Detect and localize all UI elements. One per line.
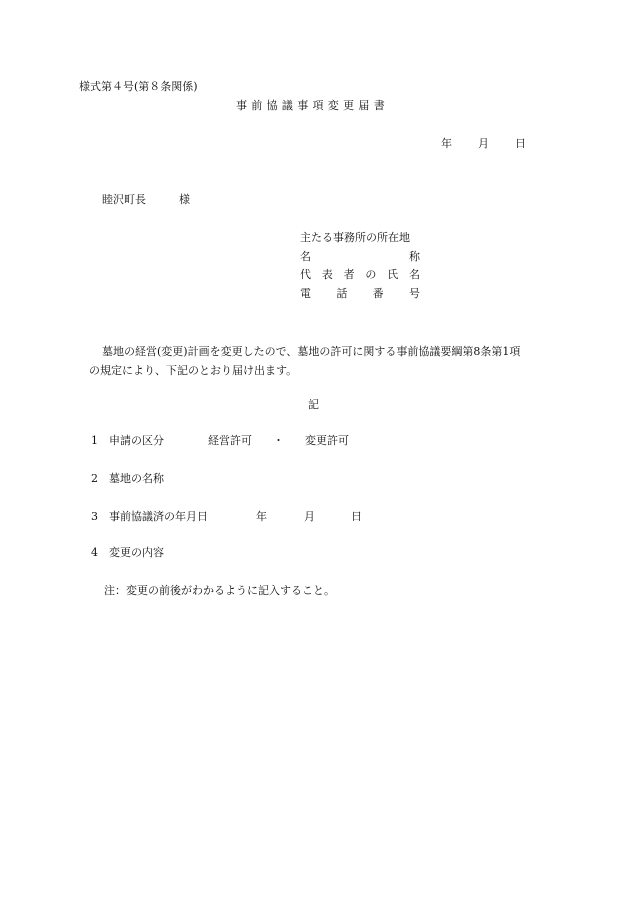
sender-address-text: 主たる事務所の所在地	[300, 231, 410, 244]
sender-phone-char: 号	[408, 286, 420, 300]
sender-representative-char: 者	[343, 268, 355, 281]
date-year-label: 年	[441, 137, 452, 150]
sender-representative-label	[300, 269, 420, 288]
item-number: 1	[91, 434, 98, 447]
sender-phone-char: 番	[372, 286, 384, 300]
item-label: 申請の区分	[109, 434, 164, 447]
sender-representative-char: 表	[321, 268, 333, 281]
sender-name-char: 称	[409, 249, 420, 263]
sender-phone-char: 話	[336, 286, 348, 300]
sender-representative-char: 名	[408, 268, 420, 281]
item-label: 変更の内容	[109, 546, 164, 559]
option-management-permit: 経営許可	[208, 434, 252, 447]
addressee-honorific: 様	[179, 193, 190, 206]
item-number: 3	[91, 510, 98, 523]
submission-date	[441, 138, 526, 149]
sender-phone-char: 電	[300, 286, 311, 300]
item-application-type	[91, 435, 349, 446]
consultation-day-label: 日	[351, 510, 362, 523]
sender-name-char: 名	[300, 249, 311, 263]
item-label: 事前協議済の年月日	[109, 510, 208, 523]
addressee-name: 睦沢町長	[102, 193, 146, 206]
sender-representative-char: 代	[300, 268, 311, 281]
sender-name-label	[300, 251, 420, 270]
consultation-month-label: 月	[304, 510, 315, 523]
item-cemetery-name	[91, 473, 164, 484]
form-number: 様式第４号(第８条関係)	[79, 80, 198, 93]
body-line-2: の規定により、下記のとおり届け出ます。	[89, 364, 298, 377]
ki-heading: 記	[308, 398, 319, 411]
sender-phone-label	[300, 288, 420, 307]
note: 注：変更の前後がわかるように記入すること。	[104, 584, 335, 597]
sender-block	[300, 232, 420, 306]
body-line-1: 墓地の経営(変更)計画を変更したので、墓地の許可に関する事前協議要綱第8条第1項	[102, 345, 521, 358]
sender-address-label	[300, 232, 420, 251]
item-consultation-date	[91, 511, 362, 522]
date-day-label: 日	[515, 137, 526, 150]
item-change-details	[91, 547, 164, 558]
item-number: 2	[91, 472, 98, 485]
date-month-label: 月	[478, 137, 489, 150]
item-number: 4	[91, 546, 98, 559]
sender-representative-char: の	[365, 268, 377, 281]
option-separator: ・	[273, 434, 284, 447]
document-title: 事前協議事項変更届書	[236, 99, 389, 112]
item-label: 墓地の名称	[109, 472, 164, 485]
addressee	[102, 194, 190, 205]
option-change-permit: 変更許可	[305, 434, 349, 447]
sender-representative-char: 氏	[387, 268, 399, 281]
consultation-year-label: 年	[256, 510, 267, 523]
body-paragraph	[89, 342, 579, 380]
